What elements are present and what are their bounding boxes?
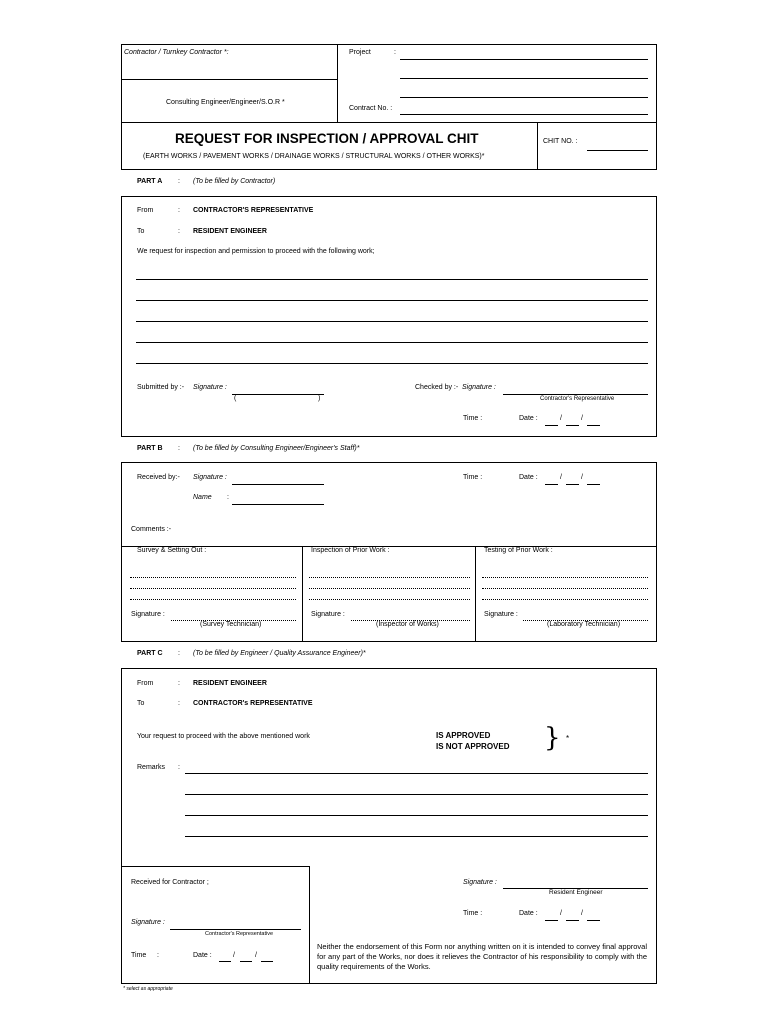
date-year-field[interactable] [587,484,600,485]
date-year-field[interactable] [587,920,600,921]
signature-label: Signature : [462,384,496,391]
date-label: Date : [519,415,538,422]
date-month-field[interactable] [566,484,579,485]
signature-label: Signature : [131,919,165,926]
from-colon: : [178,680,180,687]
approved-option[interactable]: IS APPROVED [436,731,491,740]
inspection-heading: Inspection of Prior Work : [311,547,390,554]
testing-heading: Testing of Prior Work : [484,547,553,554]
request-text: Your request to proceed with the above mentioned work [137,733,310,740]
project-line[interactable] [400,78,648,79]
open-paren: ( [234,395,237,402]
part-a-colon: : [178,178,180,185]
project-colon: : [394,49,396,56]
date-year-field[interactable] [261,961,273,962]
part-c-label: PART C [137,650,163,657]
part-b-label: PART B [137,445,163,452]
consulting-engineer-label: Consulting Engineer/Engineer/S.O.R * [166,99,285,106]
inspection-comment-line[interactable] [309,577,470,578]
footnote: * select as appropriate [123,986,173,992]
date-sep: / [560,474,562,481]
comments-label: Comments :- [131,526,172,533]
remarks-line[interactable] [185,794,648,795]
date-day-field[interactable] [545,920,558,921]
testing-comment-line[interactable] [482,588,648,589]
date-label: Date : [519,474,538,481]
to-value: RESIDENT ENGINEER [193,228,267,235]
receipt-divider [309,866,310,984]
date-sep: / [560,415,562,422]
received-for-contractor-label: Received for Contractor ; [131,879,209,886]
contractor-label: Contractor / Turnkey Contractor *: [124,49,229,56]
survey-comment-line[interactable] [130,588,296,589]
column-divider [302,546,303,642]
checked-by-label: Checked by :- [415,384,459,391]
request-text: We request for inspection and permission to proceed with the following work; [137,248,375,255]
header-divider [121,122,657,123]
form-title: REQUEST FOR INSPECTION / APPROVAL CHIT [175,131,479,146]
time-label: Time [131,952,147,959]
date-sep: / [233,952,235,959]
to-colon: : [178,700,180,707]
survey-technician-caption: (Survey Technician) [200,621,262,628]
part-a-note: (To be filled by Contractor) [193,178,276,185]
inspector-caption: (Inspector of Works) [376,621,439,628]
signature-label: Signature : [193,384,227,391]
survey-heading: Survey & Setting Out : [137,547,207,554]
receipt-divider [121,866,309,867]
time-colon: : [157,952,159,959]
remarks-label: Remarks [137,764,166,771]
signature-label: Signature : [131,611,165,618]
testing-comment-line[interactable] [482,577,648,578]
column-divider [475,546,476,642]
date-day-field[interactable] [219,961,231,962]
signature-label: Signature : [463,879,497,886]
part-c-note: (To be filled by Engineer / Quality Assurance Engineer)* [193,650,366,657]
inspection-comment-line[interactable] [309,588,470,589]
work-description-line[interactable] [136,342,648,343]
received-by-label: Received by:- [137,474,180,481]
brace-icon: } [544,723,561,753]
contractor-rep-caption: Contractor's Representative [540,396,615,402]
signature-label: Signature : [311,611,345,618]
inspection-comment-line[interactable] [309,599,470,600]
date-label: Date : [519,910,538,917]
testing-comment-line[interactable] [482,599,648,600]
asterisk: * [566,734,570,743]
header-divider [337,44,338,122]
header-divider [121,79,337,80]
to-colon: : [178,228,180,235]
time-label: Time : [463,474,483,481]
name-field[interactable] [232,504,324,505]
form-subtitle: (EARTH WORKS / PAVEMENT WORKS / DRAINAGE WORKS / STRUCTURAL WORKS / OTHER WORKS)* [143,153,485,160]
contract-no-field[interactable] [400,114,648,115]
survey-comment-line[interactable] [130,599,296,600]
signature-label: Signature : [193,474,227,481]
date-sep: / [581,474,583,481]
to-label: To [137,228,145,235]
part-c-box [121,668,657,984]
date-sep: / [560,910,562,917]
work-description-line[interactable] [136,363,648,364]
chit-no-label: CHIT NO. : [543,138,578,145]
date-day-field[interactable] [545,484,558,485]
date-sep: / [581,415,583,422]
not-approved-option[interactable]: IS NOT APPROVED [436,742,510,751]
close-paren: ) [318,395,321,402]
remarks-colon: : [178,764,180,771]
project-line[interactable] [400,97,648,98]
lab-technician-caption: (Laboratory Technician) [547,621,621,628]
remarks-line[interactable] [185,836,648,837]
from-value: CONTRACTOR'S REPRESENTATIVE [193,207,314,214]
remarks-line[interactable] [185,773,648,774]
date-sep: / [581,910,583,917]
contract-no-label: Contract No. : [349,105,393,112]
to-value: CONTRACTOR's REPRESENTATIVE [193,700,313,707]
header-divider [537,122,538,170]
to-label: To [137,700,145,707]
part-b-colon: : [178,445,180,452]
survey-comment-line[interactable] [130,577,296,578]
from-label: From [137,207,154,214]
contractor-rep-caption: Contractor's Representative [205,931,273,937]
time-label: Time : [463,415,483,422]
project-label: Project [349,49,371,56]
received-signature-field[interactable] [232,484,324,485]
disclaimer-text: Neither the endorsement of this Form nor anything written on it is intended to convey final approval for any part of the Works, nor does it relieves the Contractor of his responsibility to comply with the quality requirements of the Works. [317,942,647,971]
checked-signature-field[interactable] [503,394,648,395]
project-line[interactable] [400,59,648,60]
from-value: RESIDENT ENGINEER [193,680,267,687]
date-month-field[interactable] [240,961,252,962]
date-label: Date : [193,952,212,959]
date-month-field[interactable] [566,425,579,426]
date-sep: / [255,952,257,959]
time-label: Time : [463,910,483,917]
from-colon: : [178,207,180,214]
work-description-line[interactable] [136,300,648,301]
submitted-by-label: Submitted by :- [137,384,185,391]
chit-no-field[interactable] [587,150,648,151]
submitted-signature-field[interactable] [232,394,324,395]
signature-label: Signature : [484,611,518,618]
date-day-field[interactable] [545,425,558,426]
work-description-line[interactable] [136,279,648,280]
name-colon: : [227,494,229,501]
part-b-note: (To be filled by Consulting Engineer/Engineer's Staff)* [193,445,360,452]
work-description-line[interactable] [136,321,648,322]
from-label: From [137,680,154,687]
part-c-colon: : [178,650,180,657]
remarks-line[interactable] [185,815,648,816]
part-a-label: PART A [137,178,163,185]
name-label: Name [193,494,212,501]
date-month-field[interactable] [566,920,579,921]
date-year-field[interactable] [587,425,600,426]
resident-engineer-caption: Resident Engineer [549,889,603,896]
contractor-signature-field[interactable] [170,929,301,930]
